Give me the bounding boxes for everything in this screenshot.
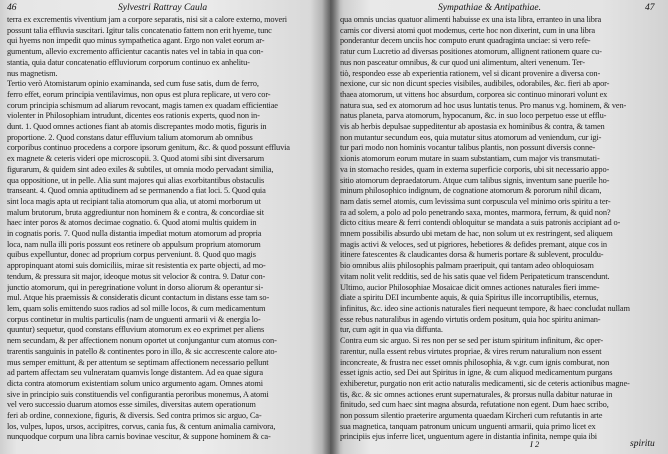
right-running-title: Sympathiae & Antipathiae. <box>438 3 541 13</box>
text-line: feri ab ordine, connexione, figuris, & diversis. Sed contra primos sic arguo, Ca- <box>7 411 262 421</box>
catchword: spiritu <box>630 439 655 449</box>
text-line: gumentum, allevio excremento afficientur cacantis nates vel in tabia in qua con- <box>7 47 264 57</box>
text-line: inconcreate, & frustra nec esset omnis philosophia, & v.gr. cum ignis comburat, non <box>340 357 610 367</box>
text-line: appropinquant atomi suis domiciliis, mirae sit resistentia ex parte objecti, ad mo- <box>7 261 266 271</box>
text-line: violenter in Philosophiam intrudunt, dicentes eos rationis experts, quod non in- <box>7 111 260 121</box>
text-line: ratur cum Lucretio ad diversas positiones atomorum, allignent rationem quare cu- <box>340 47 602 57</box>
text-line: nus magnetism. <box>7 68 58 78</box>
text-line: nem secundam, & per affectionem nonum oportet ut conjungantur cum atomus con- <box>7 336 277 346</box>
text-line: qua omnis uncias quatuor alimenti habuisse ex una ista libra, erranteo in una libra <box>340 15 602 24</box>
text-line: vel vero successio duarum atomos esse similes, diversitas autem operationum <box>7 400 256 410</box>
text-line: rarentur, nulla essent rebus virtutes propriae, & vires rerum naturalium non essent <box>340 346 602 356</box>
text-line: nam datis semel atomis, cum levissima sunt corpuscula vel minimo oris spiritu a ter- <box>340 196 611 206</box>
text-line: los, vulpes, lupos, ursos, accipitres, corvus, cania fus, & centum animalia carnivora, <box>7 421 276 431</box>
text-line: corpus continetur in multis particulis (nam de unguenti armarii vi & energia lo- <box>7 314 261 324</box>
text-line: vitam nolit velit redditis, sed de his satis quae vel fidem Peripateticum transcendunt. <box>340 271 610 281</box>
text-line: xionis atomorum eorum mutare in suam substantiam, cum major vis transmutati- <box>340 154 600 164</box>
text-line: natus planeta, parva atomorum, hypocanum, &c. in suo loco perpetuo esse ut efflu- <box>340 111 607 121</box>
text-line: esset ignis actio, sed Dei aut Spiritus in igne, & cum aliquod medicamentum purgans <box>340 368 613 378</box>
text-line: tendum, & pressura sit major, ideoque motus sit velocior & contra. 9. Datur con- <box>7 271 266 281</box>
text-line: junctio atomorum, qui in peregrinatione volunt in dorso aliorum & operantur si- <box>7 282 264 292</box>
text-line: tis, &c. & sic omnes actiones erunt supernaturales, & prorsus nulla dabitur naturae in <box>340 389 613 399</box>
text-line: stantia, quia datur concatenatio effluviorum corporum continuo ex anhelitu- <box>7 57 250 67</box>
text-line: nunquodque corpum una libra carnis bovinae vescitur, & suppone hominem & ca- <box>7 432 271 442</box>
text-line: qui hyems non impedit quo minus sympathetica agant. Ergo non valet eorum ar- <box>7 36 265 46</box>
text-line: sint loca magis apta ut recipiant talia atomorum qua alia, ut atomi morborum ut <box>7 196 261 206</box>
text-line: in cognatis poris. 7. Quod nulla distantia impediat motum atomorum ad propria <box>7 229 262 239</box>
text-line: dicto citius meare & ferri contendi obloquitur se mandata a suis patronis accipiant ad o- <box>340 218 621 228</box>
text-line: ad partem affectam seu vulneratam quamvis longe distantem. Ad ea quae sigura <box>7 368 263 378</box>
text-line: va in stomacho resides, quam in externa superficie corporis, ubi sit necessario appo- <box>340 164 610 174</box>
text-line: nexione, cur sic non dicunt species visibiles, audibiles, odorabiles, &c. fieri ab apor- <box>340 79 610 89</box>
text-line: finitudo, sed cum haec sint magna absurda, refutatione non egent. Dum haec scribo, <box>340 400 609 410</box>
text-line: corporibus continuo procedens a corpore ipsorum genitum, &c. & quod possunt effluvia <box>7 143 290 153</box>
text-line: exhiberetur, purgatio non erit actio naturalis medicamenti, sic de ceteris actionibus magne- <box>340 378 630 388</box>
text-line: magis activi & veloces, sed ut pigriores, hebetiores & defides premant, atque cos in <box>340 239 607 249</box>
text-line: esse rebus naturalibus in agendo virtutis ordem positum, quia hoc spiritu animan- <box>340 314 601 324</box>
text-line: trarentis sanguinis in patello & continentes poro in illo, & sic accrescente calore ato- <box>7 346 278 356</box>
text-line: natura sua, sed ex atomorum ad hoc usus luntatis tenus. Pro manus v.g. hominem, & ven- <box>340 100 627 110</box>
text-line: tur, cum agit in qua via diffunta. <box>340 325 443 335</box>
text-line: sive in principio suis constituendis vel configurantia peroribus monemus, A atomi <box>7 389 269 399</box>
text-line: mus semper emittunt, & per attentum se septimam affectionem necessario pellunt <box>7 357 269 367</box>
right-page-number: 47 <box>645 3 655 13</box>
text-line: proportione. 2. Quod constans datur effluvium talium atomorum ab omnibus <box>7 132 253 142</box>
right-page <box>330 0 668 454</box>
text-line: terra ex excrementis viventium jam a corpore separatis, nisi sit a calore externo, moveri <box>7 15 287 24</box>
text-line: diate a spiritu DEI incumbente aquis, & quia Spiritus ille incorruptibilis, eternus, <box>340 293 599 303</box>
text-line: loca, nam nulla illi poris possunt eos retinere ob appulsum proprium atomorum <box>7 239 261 249</box>
text-line: possunt talia effluvia suscitari. Igitur talis concatenatio fattem non erit hyeme, tunc <box>7 25 272 35</box>
text-line: malum brutorum, bruta aggrediuntur non hominem & e contra, & concordiae sit <box>7 207 264 217</box>
text-line: dicta contra atomorum existentiam solum unico argumento agam. Omnes atomi <box>7 378 263 388</box>
text-line: tur pari modo non hominis vocantur talibus plantis, non possunt diversis conne- <box>340 143 596 153</box>
book-gutter <box>322 0 340 454</box>
signature-mark: I 2 <box>530 439 540 449</box>
text-line: dunt. 1. Quod omnes actiones fiant ab atomis discrepantes modo motis, figuris in <box>7 122 267 132</box>
text-line: tiò, respondeo esse ab experientia rationem, vel si dicant provenire a diversa con- <box>340 68 601 78</box>
text-line: mul. Atque his praemissis & consideratis dicunt contactum in distans esse tam so- <box>7 293 270 303</box>
text-line: sitio atomorum depraedatorum. Atque cum talibus signis, inventum sane puerile ho- <box>340 175 610 185</box>
text-line: ferro effet, eorum principia ventilavimus, non opus est plura replicare, ut vero cor- <box>7 89 271 99</box>
text-line: sua magnetica, tanquam patronum unicum unguenti armarii, quia primo licet ex <box>340 421 596 431</box>
text-line: lem, quam solis emittendo suos radios ad sol mille locos, & cum medicamentum <box>7 303 266 313</box>
text-line: qua oppositione, ut in pelle. Alia sunt majores qui alias exorbitantibus obstaculis <box>7 175 265 185</box>
text-line: Ultimo, aucior Philosophiae Mosaicae dicit omnes actiones naturales fieri imme- <box>340 282 600 292</box>
text-line: ex magnete & ceteris videri ope microscopii. 3. Quod atomi sibi sint diversarum <box>7 154 265 164</box>
left-page-text <box>7 15 322 443</box>
text-line: corum principia schismum ad aliarum revocant, magis tamen ex quadam efficientiae <box>7 100 278 110</box>
text-line: transeant. 4. Quod omnia aptitudinem ad se permanendo a fiat loci. 5. Quod quia <box>7 186 266 196</box>
text-line: ra ad solem, a polo ad polo penetrando saxa, montes, marmora, ferrum, & quid non? <box>340 207 611 217</box>
text-line: non mutantur secundum eos, quia mutatur situs atomorum ad veniendum, cur igi- <box>340 132 602 142</box>
left-page <box>0 0 330 454</box>
text-line: thaea atomorum, ut vittens hoc absurdum, corporea sic continuo minorari volunt ex <box>340 89 608 99</box>
text-line: non possum silentio praeterire argumenta quaedam Kircheri cum refutantis in arte <box>340 411 603 421</box>
text-line: figurarum, & quidem sint adeo exiles & subtiles, ut omnia modo pervadant similia, <box>7 164 274 174</box>
right-page-text <box>340 15 662 443</box>
text-line: mnem possibilis absurdo ubi metam de hac, non solum ut ex restringent, sed aliquem <box>340 229 613 239</box>
left-running-title: Sylvestri Rattray Caula <box>118 3 208 13</box>
text-line: principiis ejus inferre licet, unguentum agere in distantia infinita, nempe quia ibi <box>340 432 597 442</box>
text-line: Contra eum sic arguo. Si res non per se sed per istum spiritum infinitum, &c oper- <box>340 336 604 346</box>
text-line: Tertio verò Atomistarum opinio examinanda, sed cum fuse satis, dum de ferro, <box>7 79 259 89</box>
text-line: quibus expelluntur, donec ad proprium corpus perveniunt. 8. Quod quo magis <box>7 250 256 260</box>
text-line: itinere fatescentes & claudicantes dorsa & humeris portare & sublevent, proculdu- <box>340 250 604 260</box>
text-line: haec inter poros & atomos decimae cognatio. 6. Quod atomi multis quidem in <box>7 218 257 228</box>
text-line: carnis cor diversi atomi quot modemus, certe hoc non dixerint, cum in una libra <box>340 25 595 35</box>
text-line: infinitus, &c. ideo sine actionis naturales fieri nequeunt tempore, & haec concludat nullam <box>340 303 630 313</box>
left-page-number: 46 <box>7 3 17 13</box>
text-line: minum philosophico indignum, de cognatione atomorum & pororum nihil dicam, <box>340 186 602 196</box>
text-line: vis ab herbis depulsae suppeditentur ab apostasia ex hominibus & contra, & tamen <box>340 122 605 132</box>
text-line: bio omnibus aliis philosophis palmam praeripuit, qui tantam adeo obloquiosam <box>340 261 594 271</box>
text-line: ponderantur decem unciis hoc computo erunt quadraginta unciae: si vero refe- <box>340 36 591 46</box>
text-line: nus non pasceatur omnibus, & cur quod uni alimentum, alteri venenum. Ter- <box>340 57 585 67</box>
text-line: quuntur) sequetur, quod constans effluvium atomorum ex eo exprimet per aliens <box>7 325 265 335</box>
